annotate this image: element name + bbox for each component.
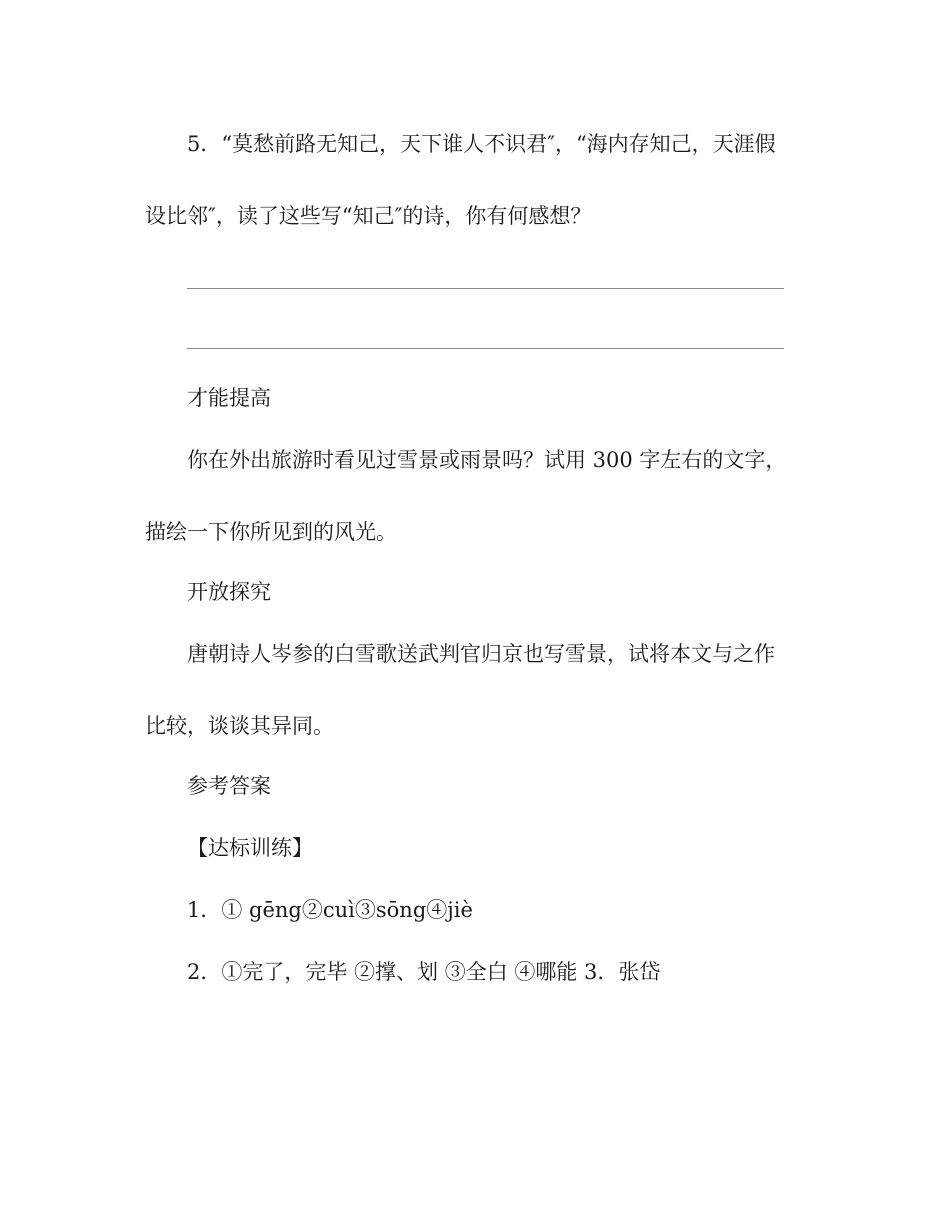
answers-subheading: 【达标训练】 [187, 836, 313, 860]
section-heading-ability: 才能提高 [187, 386, 271, 410]
answer-item-1: 1．① gēng②cuì③sōng④jiè [187, 898, 473, 922]
answer-blank-line-1 [187, 288, 784, 289]
explore-task-line-2: 比较，谈谈其异同。 [145, 714, 334, 738]
question-5-line-2: 设比邻″，读了这些写“知己″的诗，你有何感想？ [145, 204, 592, 228]
question-5-line-1: 5．“莫愁前路无知己，天下谁人不识君″，“海内存知己，天涯假 [187, 132, 776, 156]
ability-task-line-1: 你在外出旅游时看见过雪景或雨景吗？试用 300 字左右的文字， [187, 448, 787, 472]
ability-task-line-2: 描绘一下你所见到的风光。 [145, 520, 397, 544]
explore-task-line-1: 唐朝诗人岑参的白雪歌送武判官归京也写雪景，试将本文与之作 [187, 642, 775, 666]
section-heading-explore: 开放探究 [187, 580, 271, 604]
answer-blank-line-2 [187, 348, 784, 349]
answer-item-2: 2．①完了，完毕 ②撑、划 ③全白 ④哪能 3．张岱 [187, 960, 661, 984]
answers-heading: 参考答案 [187, 774, 271, 798]
